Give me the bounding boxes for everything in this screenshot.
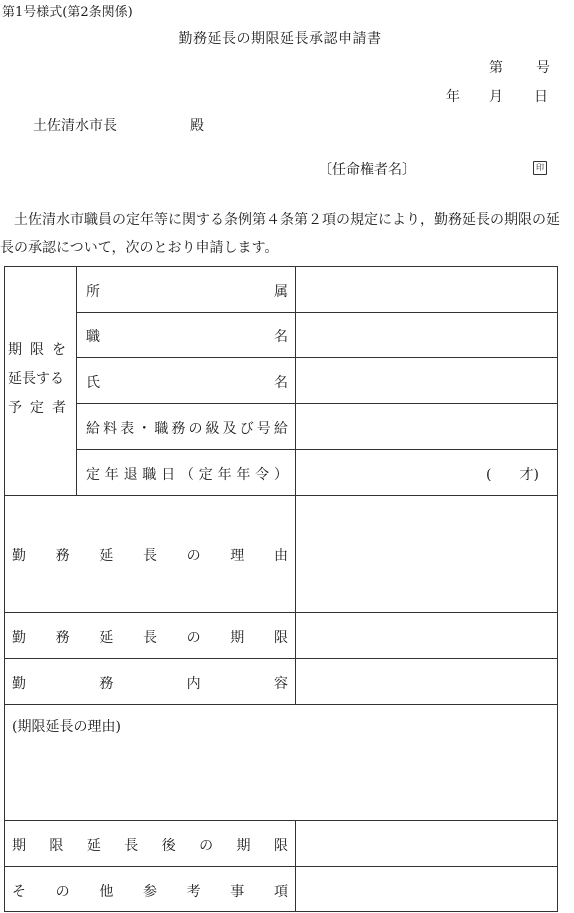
label-char: 職 (154, 421, 169, 437)
label-char: 号 (256, 421, 271, 437)
label-char: 長 (124, 838, 139, 854)
label-char: 期 (230, 630, 245, 646)
label-char: 年 (104, 467, 119, 483)
label-char: 年 (217, 467, 232, 483)
label-char: の (199, 838, 214, 854)
appointer-name-label: 〔任命権者名〕 (318, 162, 416, 178)
label-char: 年 (236, 467, 251, 483)
row-label-affiliation (86, 281, 288, 301)
row-label-retirement-date (86, 464, 288, 484)
date-month-label: 月 (489, 89, 503, 105)
label-char: 定 (198, 467, 213, 483)
label-char: ） (273, 467, 288, 483)
divider (4, 704, 558, 705)
label-char: 務 (55, 548, 70, 564)
label-char: 給 (86, 421, 100, 437)
label-char: の (55, 884, 70, 900)
label-char: 限 (273, 630, 288, 646)
label-char: 名 (274, 329, 288, 345)
deadline-extension-reason-input[interactable] (5, 740, 557, 819)
divider (76, 449, 558, 450)
label-char: 長 (142, 548, 157, 564)
date-day-label: 日 (534, 89, 548, 105)
label-char: 期 (236, 838, 251, 854)
label-char: 理 (230, 548, 245, 564)
label-char: 職 (142, 467, 157, 483)
seal-mark: 印 (533, 161, 547, 175)
label-char: 務 (99, 676, 114, 692)
date-year-label: 年 (446, 89, 460, 105)
label-char: び (239, 421, 254, 437)
row-label-extension-period (12, 627, 288, 647)
label-char: 延 (99, 630, 114, 646)
label-char: 内 (186, 676, 201, 692)
label-char: 給 (273, 421, 288, 437)
label-char: 令 (255, 467, 270, 483)
label-char: 勤 (12, 676, 26, 692)
extension-period-input[interactable] (296, 613, 557, 657)
label-char: 日 (161, 467, 176, 483)
label-char: 定 (86, 467, 100, 483)
group-label-extension-candidate (8, 336, 74, 423)
label-char: の (188, 421, 203, 437)
label-char: 務 (55, 630, 70, 646)
label-char: 職 (86, 329, 100, 345)
row-label-new-deadline (12, 835, 288, 855)
label-char: 名 (274, 375, 288, 391)
label-char: 限 (273, 838, 288, 854)
other-notes-input[interactable] (296, 867, 557, 911)
work-content-input[interactable] (296, 659, 557, 703)
form-number: 第1号様式(第2条関係) (2, 5, 133, 20)
number-suffix: 号 (536, 60, 550, 76)
label-char: 後 (161, 838, 176, 854)
extension-reason-input[interactable] (296, 496, 557, 611)
number-prefix: 第 (489, 60, 503, 76)
label-char: 退 (123, 467, 138, 483)
divider (4, 820, 558, 821)
label-char: 級 (205, 421, 220, 437)
row-label-work-content (12, 673, 288, 693)
label-char: 表 (120, 421, 135, 437)
label-char: （ (179, 467, 194, 483)
label-char: 属 (274, 284, 288, 300)
label-char: 容 (273, 676, 288, 692)
label-char: 事 (230, 884, 245, 900)
reason-section-label: (期限延長の理由) (12, 719, 121, 735)
row-label-other-notes (12, 881, 288, 901)
group-label-line: 期限を (8, 342, 74, 358)
row-label-salary-grade (86, 418, 288, 438)
label-char: 勤 (12, 548, 26, 564)
name-input[interactable] (296, 358, 557, 402)
label-char: 期 (12, 838, 26, 854)
age-field[interactable]: ( 才) (486, 467, 539, 483)
row-label-extension-reason (12, 545, 288, 565)
label-char: 氏 (86, 375, 100, 391)
label-char: の (186, 630, 201, 646)
label-char: 所 (86, 284, 100, 300)
label-char: 及 (222, 421, 237, 437)
label-char: 務 (171, 421, 186, 437)
label-char: 長 (142, 630, 157, 646)
label-char: 由 (273, 548, 288, 564)
row-label-position (86, 326, 288, 346)
group-label-line: 延長する (8, 371, 64, 387)
label-char: 考 (186, 884, 201, 900)
label-char: 参 (142, 884, 157, 900)
label-char: そ (12, 884, 26, 900)
document-title: 勤務延長の期限延長承認申請書 (178, 31, 382, 47)
row-label-name (86, 372, 288, 392)
label-char: 他 (99, 884, 114, 900)
application-statement: 土佐清水市職員の定年等に関する条例第４条第２項の規定により，勤務延長の期限の延長の承認について，次のとおり申請します。 (0, 212, 560, 256)
divider (76, 266, 77, 495)
group-label-line: 予定者 (8, 400, 74, 416)
salary-grade-input[interactable] (296, 404, 557, 448)
label-char: の (186, 548, 201, 564)
honorific: 殿 (190, 118, 204, 134)
label-char: 延 (86, 838, 101, 854)
position-input[interactable] (296, 313, 557, 356)
label-char: 限 (49, 838, 64, 854)
label-char: 項 (273, 884, 288, 900)
label-char: 勤 (12, 630, 26, 646)
label-char: 延 (99, 548, 114, 564)
addressee: 土佐清水市長 (33, 118, 117, 134)
affiliation-input[interactable] (296, 267, 557, 311)
label-char: ・ (137, 421, 152, 437)
label-char: 料 (103, 421, 118, 437)
